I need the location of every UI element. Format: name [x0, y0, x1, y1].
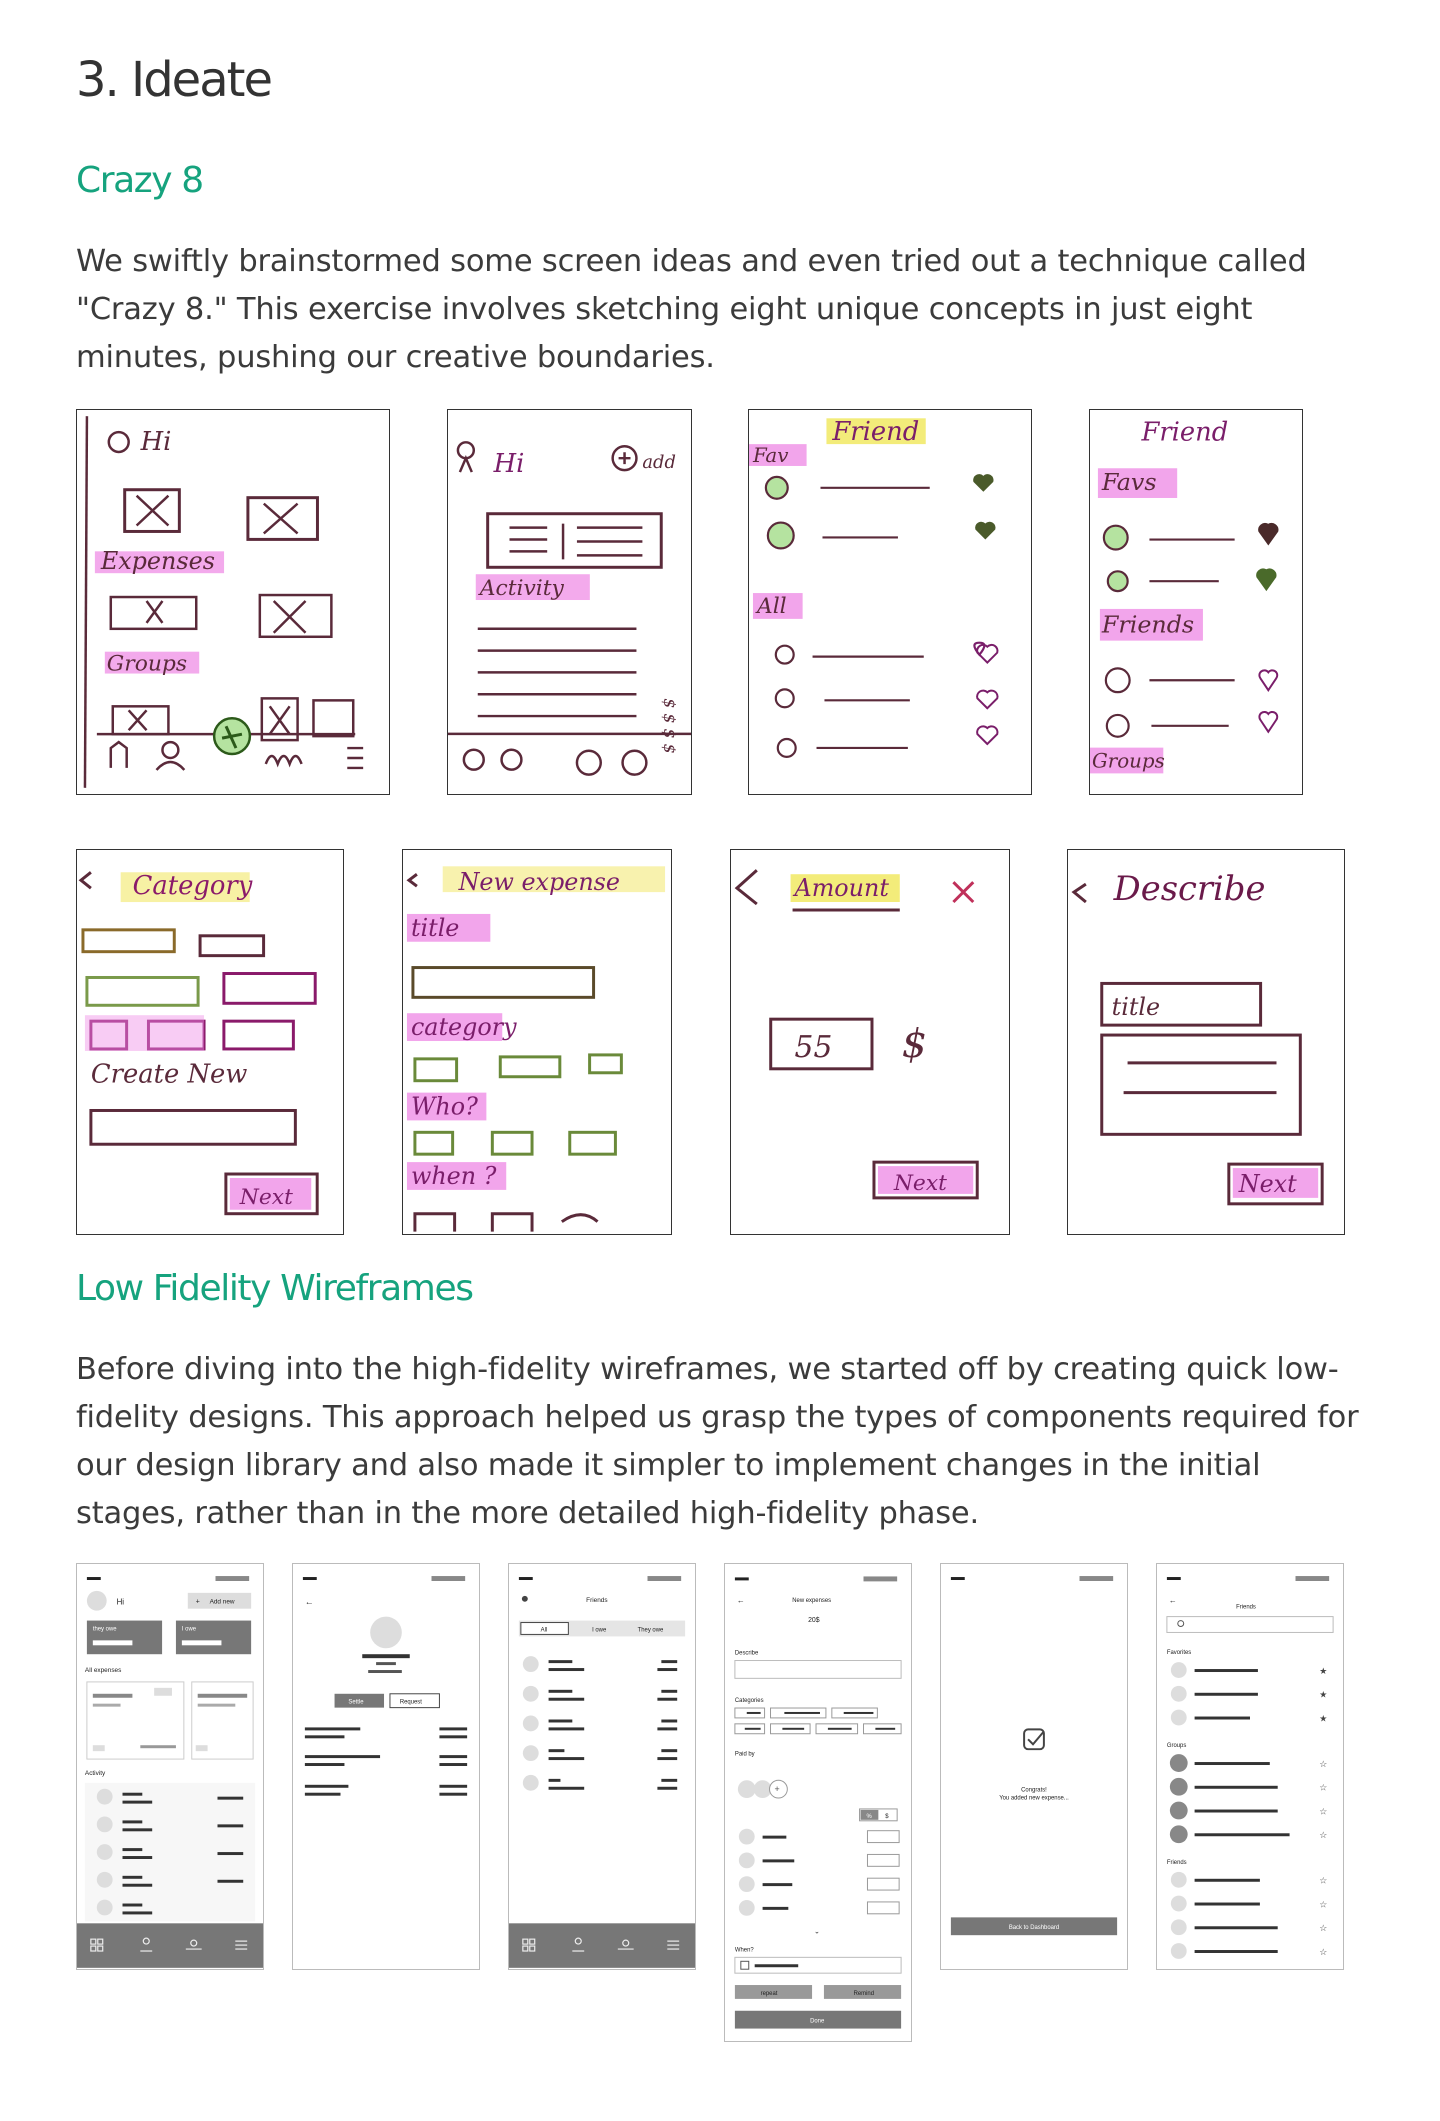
wireframe-friend-detail — [292, 1563, 480, 1970]
svg-text:$ $ $ $: $ $ $ $ — [660, 698, 680, 754]
lowfi-heading: Low Fidelity Wireframes — [76, 1268, 473, 1309]
svg-text:55: 55 — [794, 1029, 833, 1065]
wireframe-new-expense — [724, 1563, 912, 2042]
svg-text:Congrats!: Congrats! — [1021, 1787, 1047, 1794]
svg-text:title: title — [1111, 993, 1161, 1022]
svg-text:Request: Request — [399, 1699, 422, 1706]
svg-text:Favorites: Favorites — [1166, 1650, 1192, 1657]
wireframe-friends-list — [508, 1563, 696, 1970]
svg-text:☆: ☆ — [1319, 1923, 1328, 1934]
svg-text:☆: ☆ — [1319, 1946, 1328, 1957]
svg-text:They owe: They owe — [637, 1627, 664, 1634]
svg-text:New expense: New expense — [458, 868, 620, 897]
svg-text:I owe: I owe — [181, 1626, 197, 1633]
sketch-new-expense — [402, 849, 672, 1235]
svg-text:Favs: Favs — [1101, 468, 1157, 497]
svg-text:Done: Done — [810, 2018, 825, 2025]
svg-text:Friends: Friends — [1101, 610, 1195, 639]
svg-text:$: $ — [885, 1813, 889, 1820]
svg-text:add: add — [642, 452, 676, 474]
sketch-friends-b — [1089, 409, 1303, 795]
svg-text:Hi: Hi — [116, 1597, 125, 1607]
svg-text:All: All — [756, 593, 787, 619]
svg-text:⌄: ⌄ — [814, 1928, 820, 1936]
svg-text:Expenses: Expenses — [100, 547, 215, 576]
svg-text:Groups: Groups — [1166, 1743, 1187, 1750]
sketch-describe — [1067, 849, 1345, 1235]
svg-text:New expenses: New expenses — [792, 1598, 832, 1605]
sketch-amount — [730, 849, 1010, 1235]
svg-text:Activity: Activity — [479, 576, 564, 602]
svg-text:☆: ☆ — [1319, 1806, 1328, 1817]
svg-text:←: ← — [736, 1596, 745, 1606]
svg-text:Settle: Settle — [348, 1699, 364, 1706]
wireframe-confirmation — [940, 1563, 1128, 1970]
svg-text:Groups: Groups — [1091, 749, 1165, 773]
svg-text:☆: ☆ — [1319, 1899, 1328, 1910]
svg-text:Describe: Describe — [1113, 869, 1266, 909]
svg-text:$: $ — [901, 1020, 928, 1067]
svg-text:☆: ☆ — [1319, 1782, 1328, 1793]
svg-text:☆: ☆ — [1319, 1875, 1328, 1886]
sketch-friends-a — [748, 409, 1032, 795]
svg-text:Friends: Friends — [1236, 1604, 1256, 1611]
svg-text:Friends: Friends — [1166, 1859, 1187, 1866]
svg-text:Category: Category — [132, 871, 253, 902]
svg-text:☆: ☆ — [1319, 1758, 1328, 1769]
svg-text:Groups: Groups — [106, 651, 188, 677]
svg-text:☆: ☆ — [1319, 1830, 1328, 1841]
svg-text:★: ★ — [1319, 1665, 1328, 1676]
svg-text:All expenses: All expenses — [84, 1667, 122, 1675]
svg-text:Remind: Remind — [853, 1990, 875, 1997]
lowfi-body: Before diving into the high-fidelity wireframes, we started off by creating quick low-fidelity designs. This approach helped us grasp the types of components required for our design library and also made it simpler to implement changes in the initial stages, rather than in the more detailed high-fidelity phase. — [76, 1352, 1359, 1531]
page-title: 3. Ideate — [76, 52, 271, 108]
svg-text:Friend: Friend — [1141, 417, 1229, 448]
svg-text:★: ★ — [1319, 1713, 1328, 1724]
svg-text:Describe: Describe — [734, 1650, 759, 1657]
sketch-activity — [447, 409, 692, 795]
svg-text:Amount: Amount — [794, 874, 889, 903]
svg-text:★: ★ — [1319, 1689, 1328, 1700]
svg-text:Next: Next — [239, 1184, 293, 1210]
sketch-category — [76, 849, 344, 1235]
svg-text:they owe: they owe — [92, 1626, 117, 1633]
sketch-home — [76, 409, 390, 795]
svg-text:You added new expense...: You added new expense... — [999, 1795, 1069, 1802]
svg-text:%: % — [866, 1813, 872, 1820]
svg-text:Friends: Friends — [586, 1596, 608, 1604]
svg-text:Add new: Add new — [209, 1598, 235, 1606]
svg-text:+: + — [195, 1598, 200, 1606]
svg-text:Activity: Activity — [84, 1769, 106, 1777]
crazy8-heading: Crazy 8 — [76, 160, 203, 201]
wireframe-dashboard — [76, 1563, 264, 1970]
svg-text:Next: Next — [1238, 1169, 1297, 1198]
svg-text:Create New: Create New — [90, 1059, 248, 1090]
svg-text:Friend: Friend — [832, 417, 920, 448]
svg-text:repeat: repeat — [760, 1990, 778, 1997]
svg-text:All: All — [540, 1627, 548, 1634]
svg-text:Hi: Hi — [493, 449, 525, 480]
svg-text:Who?: Who? — [410, 1092, 478, 1121]
svg-text:Next: Next — [893, 1170, 947, 1196]
svg-text:20$: 20$ — [808, 1616, 820, 1624]
svg-text:When?: When? — [734, 1947, 754, 1954]
svg-text:when ?: when ? — [410, 1161, 497, 1190]
svg-text:I owe: I owe — [592, 1627, 607, 1634]
svg-text:←: ← — [1168, 1595, 1177, 1605]
svg-text:category: category — [410, 1013, 517, 1042]
svg-text:Back to Dashboard: Back to Dashboard — [1008, 1925, 1060, 1932]
svg-text:Paid by: Paid by — [734, 1751, 755, 1758]
crazy8-body: We swiftly brainstormed some screen ideas and even tried out a technique called "Crazy 8." This exercise involves sketching eight unique concepts in just eight minutes, pushing our creative boundaries. — [76, 244, 1307, 375]
svg-text:title: title — [410, 913, 460, 942]
svg-text:Fav: Fav — [752, 443, 789, 467]
svg-text:Categories: Categories — [734, 1698, 764, 1705]
svg-text:+: + — [774, 1784, 780, 1795]
svg-text:←: ← — [304, 1596, 314, 1607]
wireframe-favorites — [1156, 1563, 1344, 1970]
sketch-hi: Hi — [140, 426, 172, 457]
